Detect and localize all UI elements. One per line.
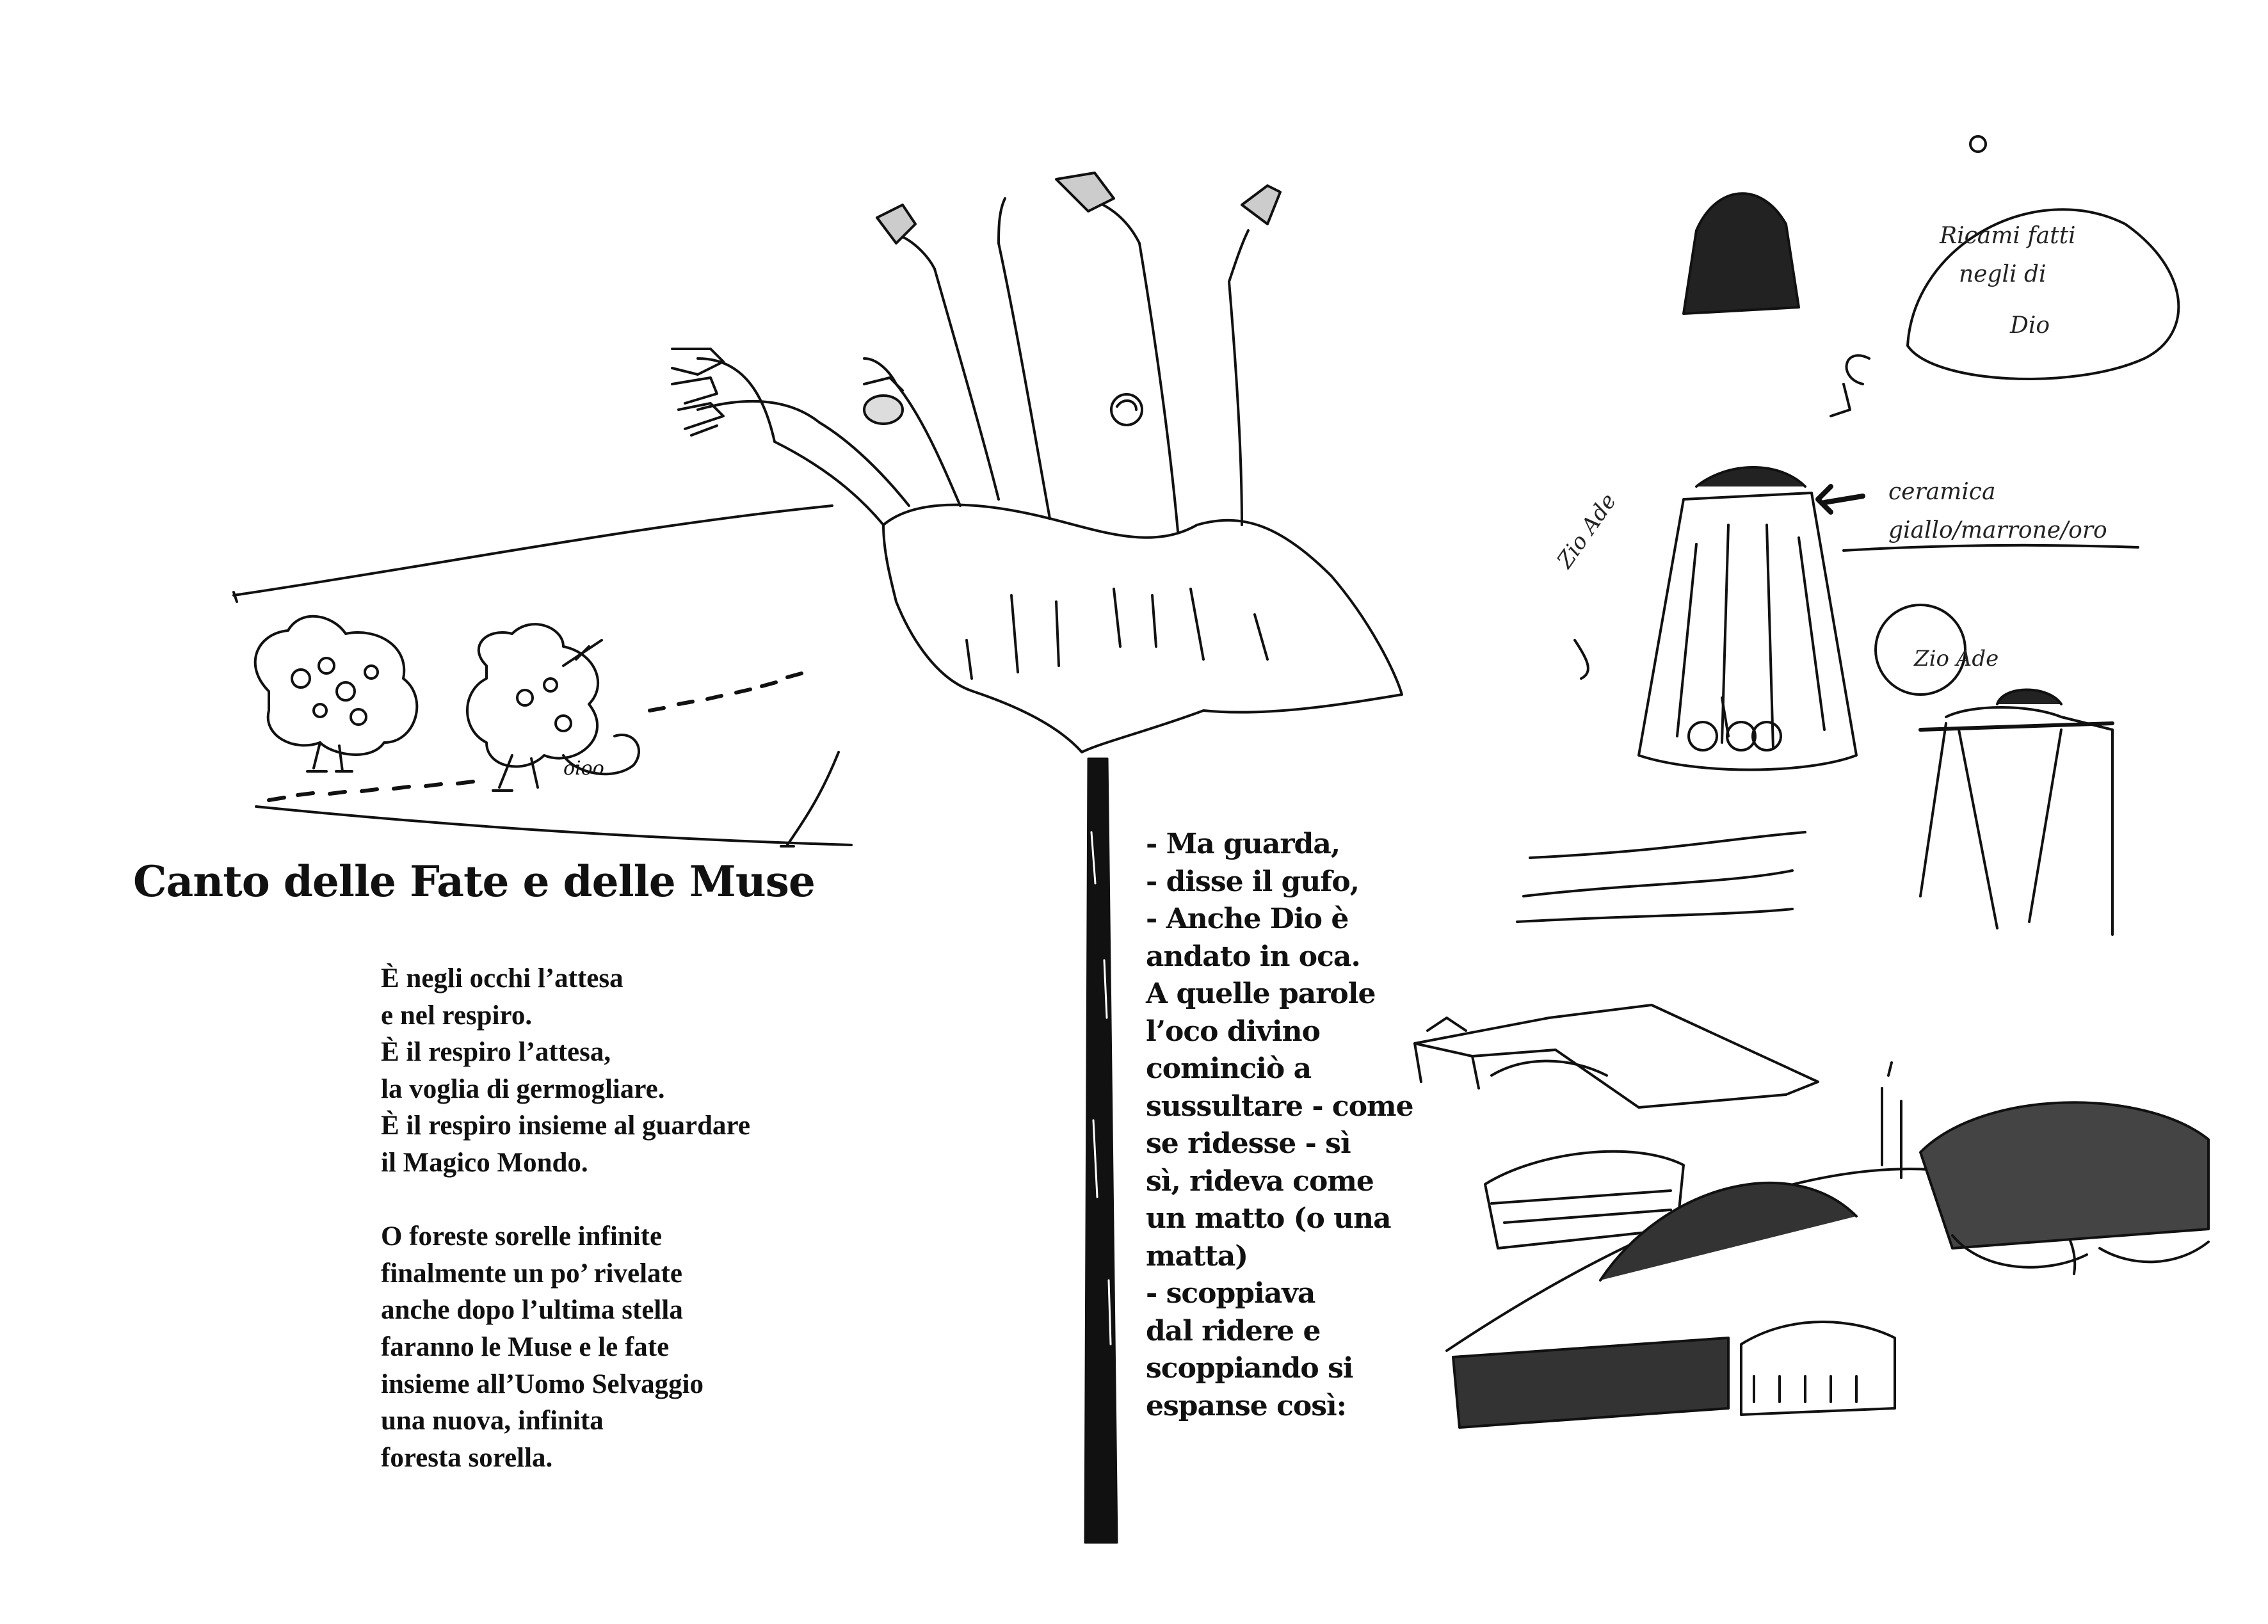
poem-line: finalmente un po’ rivelate (381, 1258, 682, 1289)
poem-body (381, 960, 867, 1476)
goose-god-figure (672, 173, 1402, 752)
poem-line: una nuova, infinita (381, 1406, 604, 1436)
story-line: - Anche Dio è (1146, 903, 1349, 935)
note-colori: giallo/marrone/oro (1888, 517, 2107, 543)
story-line: scoppiando si (1146, 1352, 1353, 1385)
poem-line: il Magico Mondo. (381, 1147, 588, 1178)
note-zio-ade: Zio Ade (1914, 646, 1999, 671)
note-negli: negli di (1959, 261, 2047, 287)
story-line: - scoppiava (1146, 1277, 1315, 1310)
stanza-break (381, 1182, 867, 1219)
story-line: sì, rideva come (1146, 1164, 1374, 1198)
story-line: - disse il gufo, (1146, 865, 1360, 898)
note-ceramica: ceramica (1888, 479, 1996, 505)
poem-line: e nel respiro. (381, 1000, 533, 1031)
poem-line: faranno le Muse e le fate (381, 1331, 670, 1362)
fairy-creatures (255, 616, 639, 791)
story-text (1146, 826, 1415, 1425)
story-line: un matto (o una (1146, 1202, 1391, 1235)
poem-line: insieme all’Uomo Selvaggio (381, 1369, 704, 1399)
poem-line: È il respiro l’attesa, (381, 1037, 611, 1068)
story-line: dal ridere e (1146, 1314, 1321, 1347)
story-line: cominciò a (1146, 1052, 1312, 1085)
architecture-sketches (1415, 1005, 2208, 1427)
poem-line: È negli occhi l’attesa (381, 963, 623, 993)
poem-line: foresta sorella. (381, 1442, 553, 1473)
poem-title: Canto delle Fate e delle Muse (133, 856, 815, 906)
svg-text:oioo: oioo (563, 757, 604, 780)
poem-line: anche dopo l’ultima stella (381, 1295, 683, 1326)
note-dio: Dio (2010, 312, 2050, 339)
path-sketch (234, 506, 851, 846)
poem-line: O foreste sorelle infinite (381, 1221, 663, 1252)
story-line: se ridesse - sì (1146, 1127, 1351, 1160)
note-ricami: Ricami fatti (1940, 223, 2076, 249)
story-line: sussultare - come (1146, 1089, 1413, 1123)
story-line: matta) (1146, 1239, 1248, 1273)
story-line: A quelle parole (1146, 977, 1376, 1010)
tree-trunk (1085, 759, 1117, 1543)
story-line: - Ma guarda, (1146, 828, 1340, 860)
story-line: andato in oca. (1146, 940, 1360, 973)
poem-line: È il respiro insieme al guardare (381, 1111, 750, 1141)
poem-line: la voglia di germogliare. (381, 1073, 665, 1104)
story-line: l’oco divino (1146, 1015, 1320, 1048)
note-zio-ade-vertical: Zio Ade (1552, 488, 1622, 574)
story-line: espanse così: (1146, 1389, 1346, 1422)
